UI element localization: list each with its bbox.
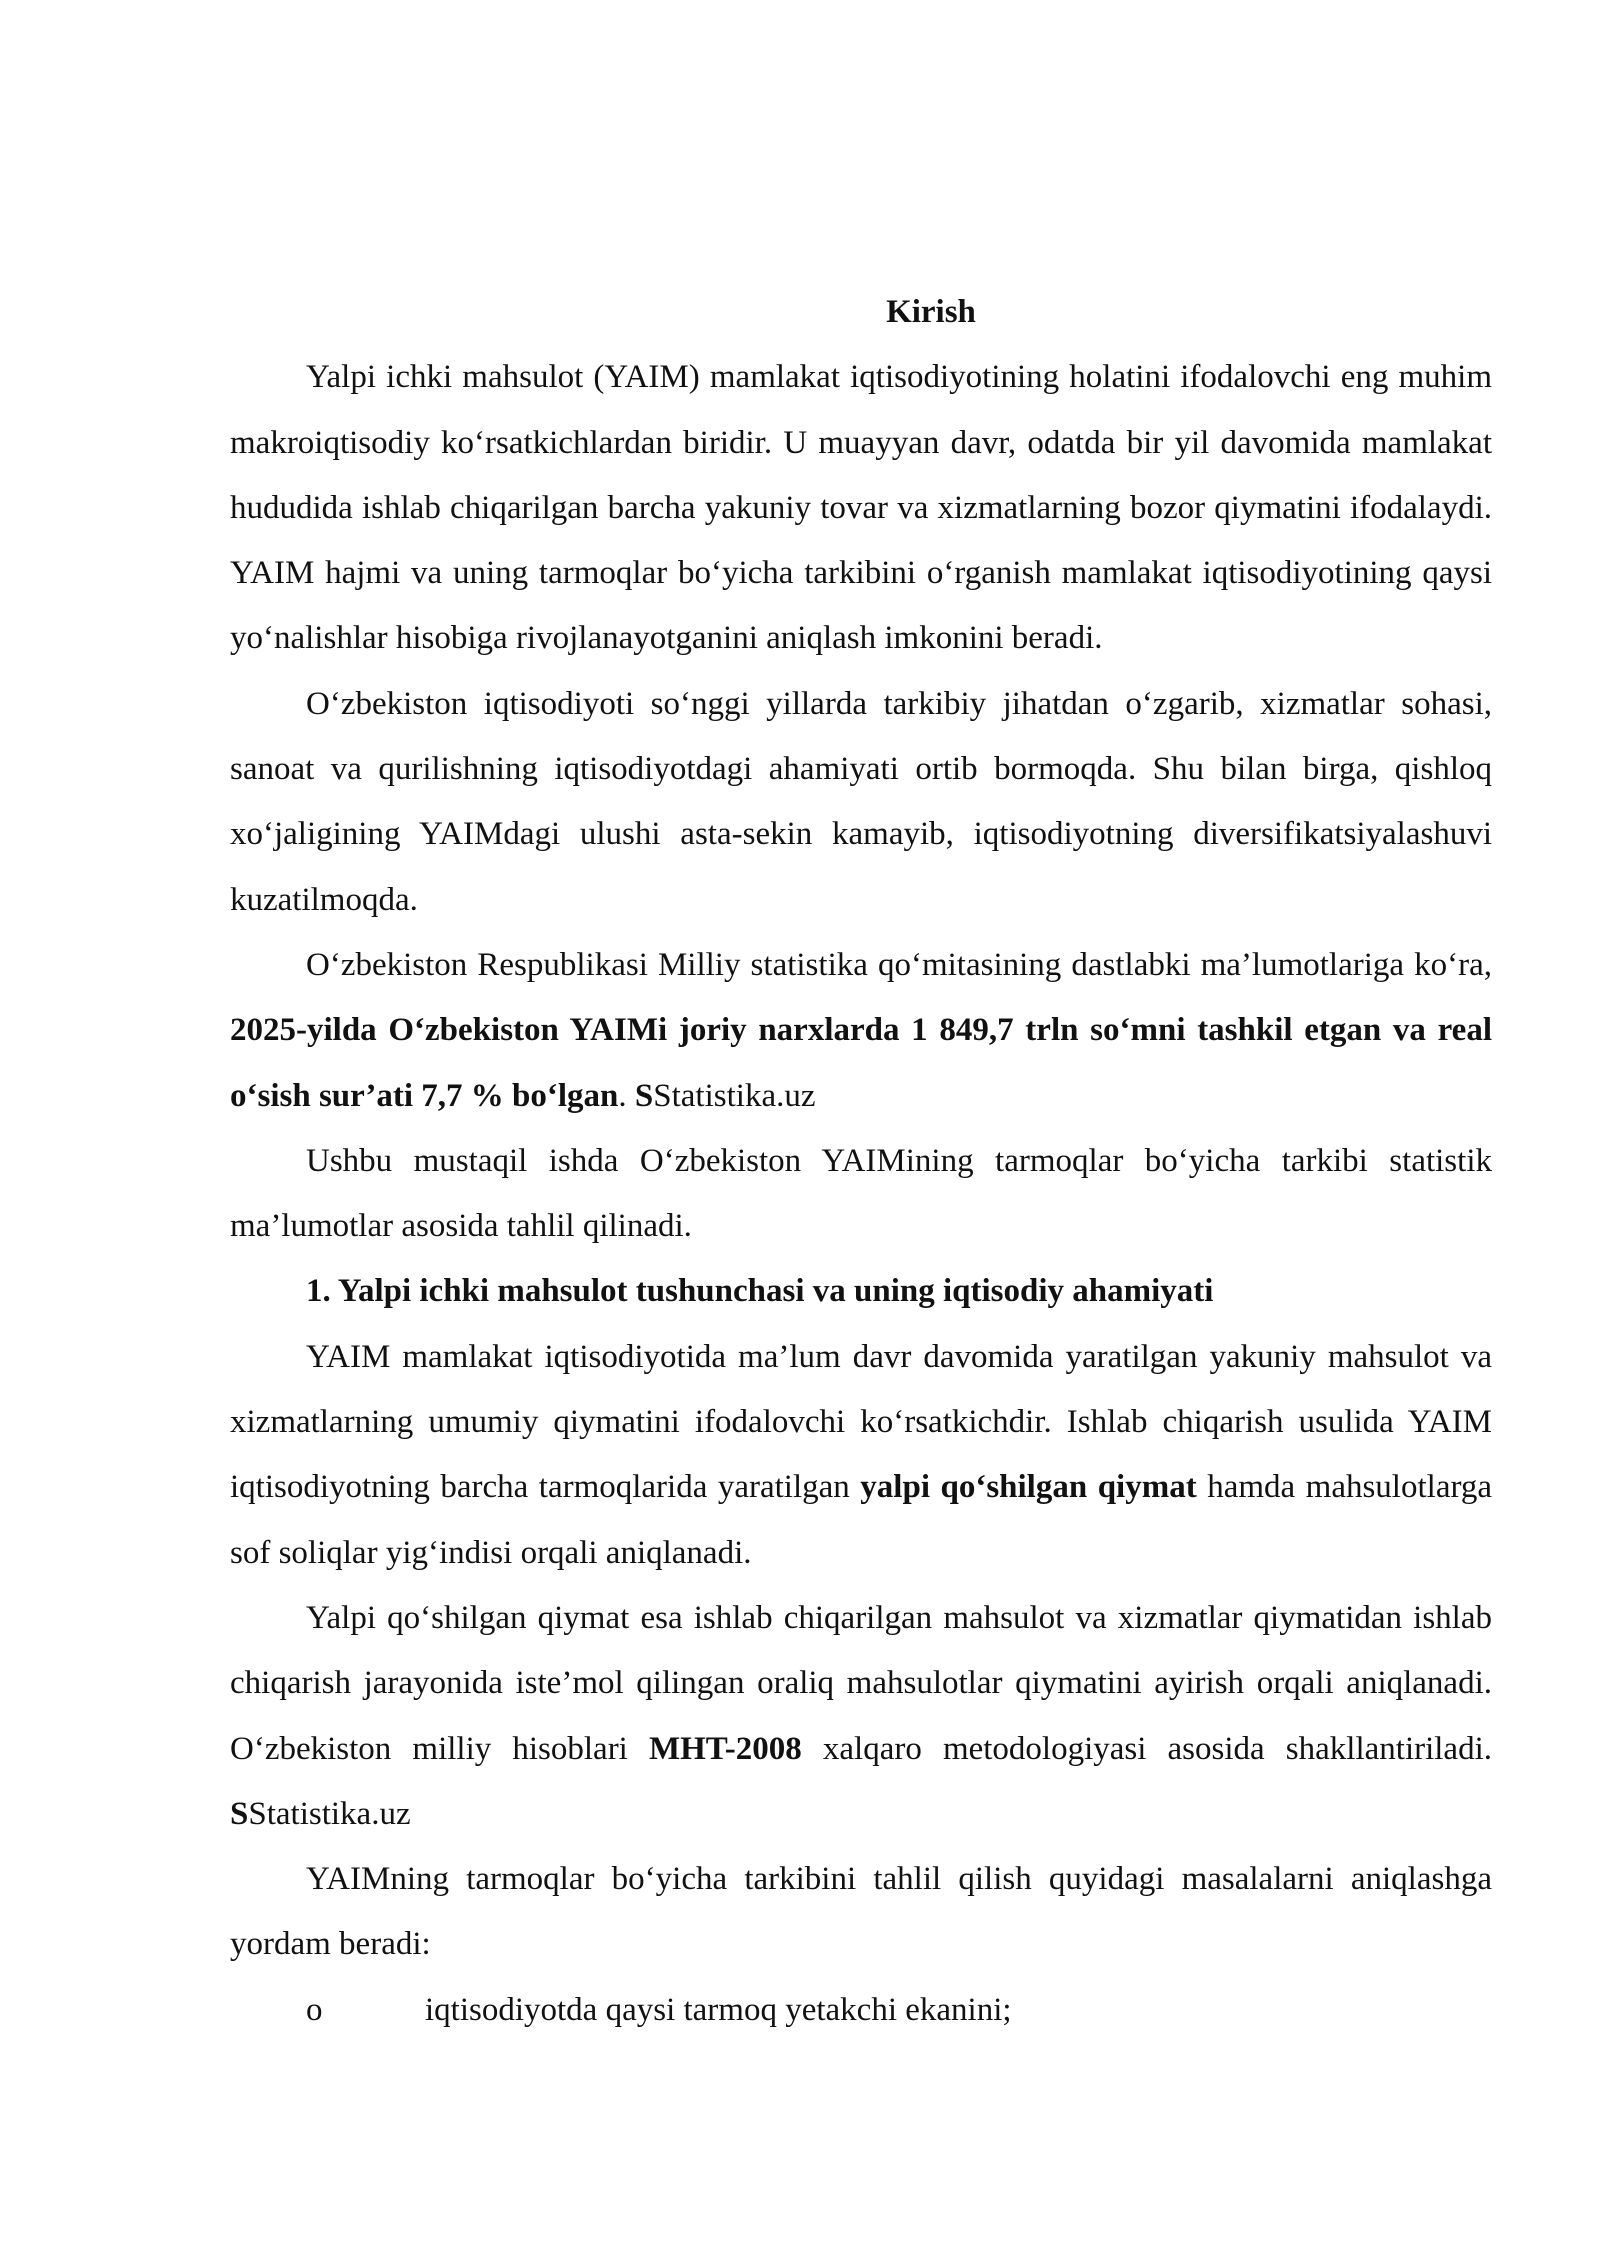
paragraph-5-text-start: YAIM mamlakat iqtisodiyotida ma’lum davr davomida yaratilgan yakuniy mahsulot va xizmatlarning umumiy qiymatini ifodalovchi ko‘rsatkichdir. Ishlab chiqarish usulida YAIM iqtisodiyotning barcha tarmoqlarida yaratilgan [230,1338,1492,1506]
document-page [230,280,1492,2043]
paragraph-5 [230,1325,1492,1586]
document-title: Kirish [886,294,976,330]
paragraph-6-bold-term: MHT-2008 [648,1730,802,1767]
paragraph-6-source: Statistika.uz [248,1795,411,1832]
paragraph-5-text-end: hamda mahsulotlarga sof soliqlar yig‘indisi orqali aniqlanadi. [230,1469,1493,1571]
paragraph-7: YAIMning tarmoqlar bo‘yicha tarkibini tahlil qilish quyidagi masalalarni aniqlashga yordam beradi: [230,1861,1492,1963]
section-heading-1: 1. Yalpi ichki mahsulot tushunchasi va uning iqtisodiy ahamiyati [306,1273,1214,1310]
bullet-marker: o [306,1991,323,2028]
paragraph-3-source-initial: S [634,1077,654,1114]
paragraph-5-bold-term: yalpi qo‘shilgan qiymat [860,1469,1197,1506]
paragraph-6-text-mid: xalqaro metodologiyasi asosida shakllantiriladi. [801,1730,1492,1767]
paragraph-2: O‘zbekiston iqtisodiyoti so‘nggi yillarda tarkibiy jihatdan o‘zgarib, xizmatlar sohasi, sanoat va qurilishning iqtisodiyotdagi ahamiyati ortib bormoqda. Shu bilan birga, qishloq xo‘jaligining YAIMdagi ulushi asta-sekin kamayib, iqtisodiyotning diversifikatsiyalashuvi kuzatilmoqda. [230,685,1492,918]
bullet-text: iqtisodiyotda qaysi tarmoq yetakchi ekanini; [425,1991,1012,2028]
paragraph-1: Yalpi ichki mahsulot (YAIM) mamlakat iqtisodiyotining holatini ifodalovchi eng muhim makroiqtisodiy ko‘rsatkichlardan biridir. U muayyan davr, odatda bir yil davomida mamlakat hududida ishlab chiqarilgan barcha yakuniy tovar va xizmatlarning bozor qiymatini ifodalaydi. YAIM hajmi va uning tarmoqlar bo‘yicha tarkibini o‘rganish mamlakat iqtisodiyotining qaysi yo‘nalishlar hisobiga rivojlanayotganini aniqlash imkonini beradi. [230,359,1492,657]
paragraph-6 [230,1586,1492,1847]
paragraph-3 [230,933,1492,1129]
paragraph-3-source: Statistika.uz [653,1077,816,1114]
bullet-list-item [230,1978,1492,2043]
paragraph-6-source-initial: S [230,1795,249,1832]
paragraph-3-bold-statement: 2025-yilda O‘zbekiston YAIMi joriy narxlarda 1 849,7 trln so‘mni tashkil etgan va real o‘sish sur’ati 7,7 % bo‘lgan [230,1012,1492,1114]
paragraph-3-text-start: O‘zbekiston Respublikasi Milliy statistika qo‘mitasining dastlabki ma’lumotlariga ko‘ra, [306,946,1492,983]
paragraph-3-text-mid: . [618,1077,635,1114]
paragraph-4: Ushbu mustaqil ishda O‘zbekiston YAIMining tarmoqlar bo‘yicha tarkibi statistik ma’lumotlar asosida tahlil qilinadi. [230,1142,1492,1245]
paragraph-6-text-start: Yalpi qo‘shilgan qiymat esa ishlab chiqarilgan mahsulot va xizmatlar qiymatidan ishlab chiqarish jarayonida iste’mol qilingan oraliq mahsulotlar qiymatini ayirish orqali aniqlanadi. O‘zbekiston milliy hisoblari [230,1599,1492,1767]
